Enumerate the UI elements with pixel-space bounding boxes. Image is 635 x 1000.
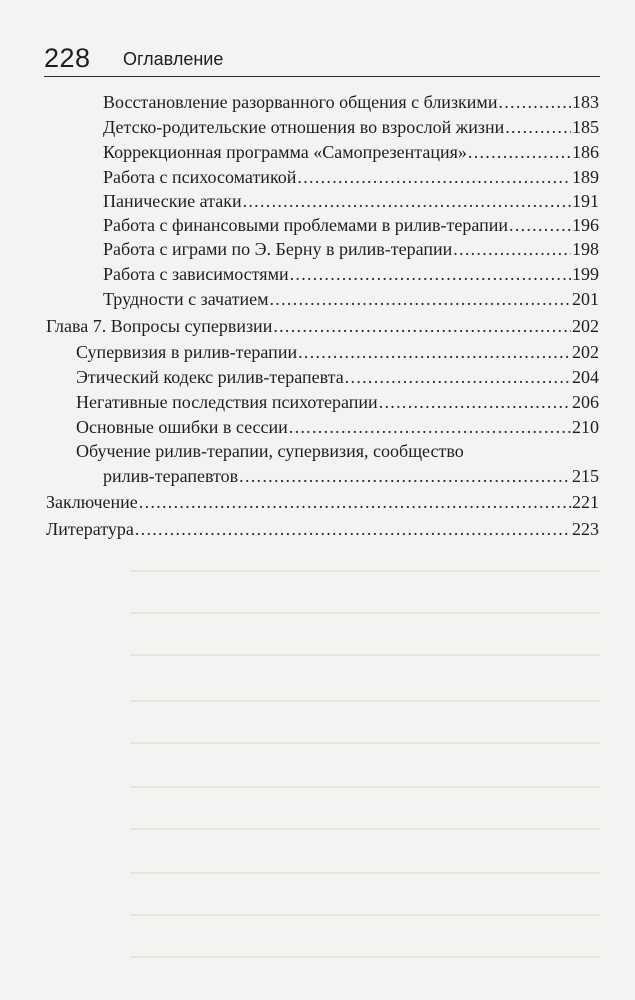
dot-leader — [289, 416, 571, 438]
toc-entry[interactable] — [103, 116, 599, 138]
toc-entry[interactable] — [76, 366, 599, 388]
toc-chapter-entry[interactable] — [46, 315, 599, 337]
toc-entry-title: Литература — [46, 519, 134, 539]
toc-entry-page: 204 — [572, 367, 599, 387]
dot-leader — [273, 315, 571, 337]
toc-entry-page: 223 — [572, 519, 599, 539]
toc-entry[interactable] — [103, 465, 599, 487]
dot-leader — [239, 465, 571, 487]
toc-entry-title: Негативные последствия психотерапии — [76, 392, 378, 412]
toc-entry-title: Панические атаки — [103, 191, 242, 211]
page-header — [44, 42, 600, 77]
toc-entry-title-line1[interactable]: Обучение рилив-терапии, супервизия, сообщество — [76, 441, 464, 461]
dot-leader — [379, 391, 571, 413]
toc-entry[interactable] — [103, 263, 599, 285]
toc-entry-title-line2: рилив-терапевтов — [103, 466, 239, 486]
toc-entry[interactable] — [103, 190, 599, 212]
dot-leader — [135, 518, 571, 540]
toc-entry-page: 221 — [572, 492, 599, 512]
toc-entry-title: Глава 7. Вопросы супервизии — [46, 316, 273, 336]
toc-entry-title: Супервизия в рилив-терапии — [76, 342, 298, 362]
toc-entry-title: Работа с играми по Э. Берну в рилив-терапии — [103, 239, 453, 259]
dot-leader — [270, 288, 572, 310]
dot-leader — [509, 214, 571, 236]
dot-leader — [290, 263, 571, 285]
toc-entry[interactable] — [76, 391, 599, 413]
dot-leader — [345, 366, 571, 388]
toc-entry-page: 186 — [572, 142, 599, 162]
toc-entry-title: Основные ошибки в сессии — [76, 417, 288, 437]
toc-entry[interactable] — [103, 141, 599, 163]
dot-leader — [468, 141, 571, 163]
running-title: Оглавление — [123, 49, 224, 69]
toc-entry-page: 199 — [572, 264, 599, 284]
page-number: 228 — [44, 43, 91, 73]
toc-entry-title: Трудности с зачатием — [103, 289, 269, 309]
toc-chapter-entry[interactable] — [46, 491, 599, 513]
toc-entry[interactable] — [76, 416, 599, 438]
toc-entry[interactable] — [103, 214, 599, 236]
toc-entry[interactable] — [103, 238, 599, 260]
toc-entry-page: 191 — [572, 191, 599, 211]
toc-entry-page: 201 — [572, 289, 599, 309]
toc-entry-title: Работа с психосоматикой — [103, 167, 297, 187]
toc-entry-page: 202 — [572, 342, 599, 362]
toc-entry-page: 210 — [572, 417, 599, 437]
toc-chapter-entry[interactable] — [46, 518, 599, 540]
toc-entry-title: Детско-родительские отношения во взрослой жизни — [103, 117, 505, 137]
toc-entry-title: Работа с финансовыми проблемами в рилив-терапии — [103, 215, 508, 235]
toc-entry-title: Коррекционная программа «Самопрезентация» — [103, 142, 467, 162]
toc-entry[interactable] — [103, 166, 599, 188]
dot-leader — [298, 341, 571, 363]
toc-entry-page: 215 — [572, 466, 599, 486]
toc-entry-title: Работа с зависимостями — [103, 264, 289, 284]
toc-entry[interactable] — [103, 288, 599, 310]
toc-entry-title: Этический кодекс рилив-терапевта — [76, 367, 344, 387]
toc-entry-page: 198 — [572, 239, 599, 259]
toc-entry-title: Восстановление разорванного общения с близкими — [103, 92, 498, 112]
toc-entry-page: 202 — [572, 316, 599, 336]
toc-entry[interactable] — [103, 91, 599, 113]
dot-leader — [297, 166, 571, 188]
toc-entry-page: 206 — [572, 392, 599, 412]
toc-entry-page: 189 — [572, 167, 599, 187]
dot-leader — [453, 238, 571, 260]
toc-entry-title: Заключение — [46, 492, 138, 512]
dot-leader — [498, 91, 571, 113]
dot-leader — [243, 190, 571, 212]
toc-entry-page: 196 — [572, 215, 599, 235]
toc-entry[interactable] — [76, 341, 599, 363]
toc-entry-page: 183 — [572, 92, 599, 112]
toc-entry-page: 185 — [572, 117, 599, 137]
dot-leader — [505, 116, 571, 138]
dot-leader — [139, 491, 571, 513]
